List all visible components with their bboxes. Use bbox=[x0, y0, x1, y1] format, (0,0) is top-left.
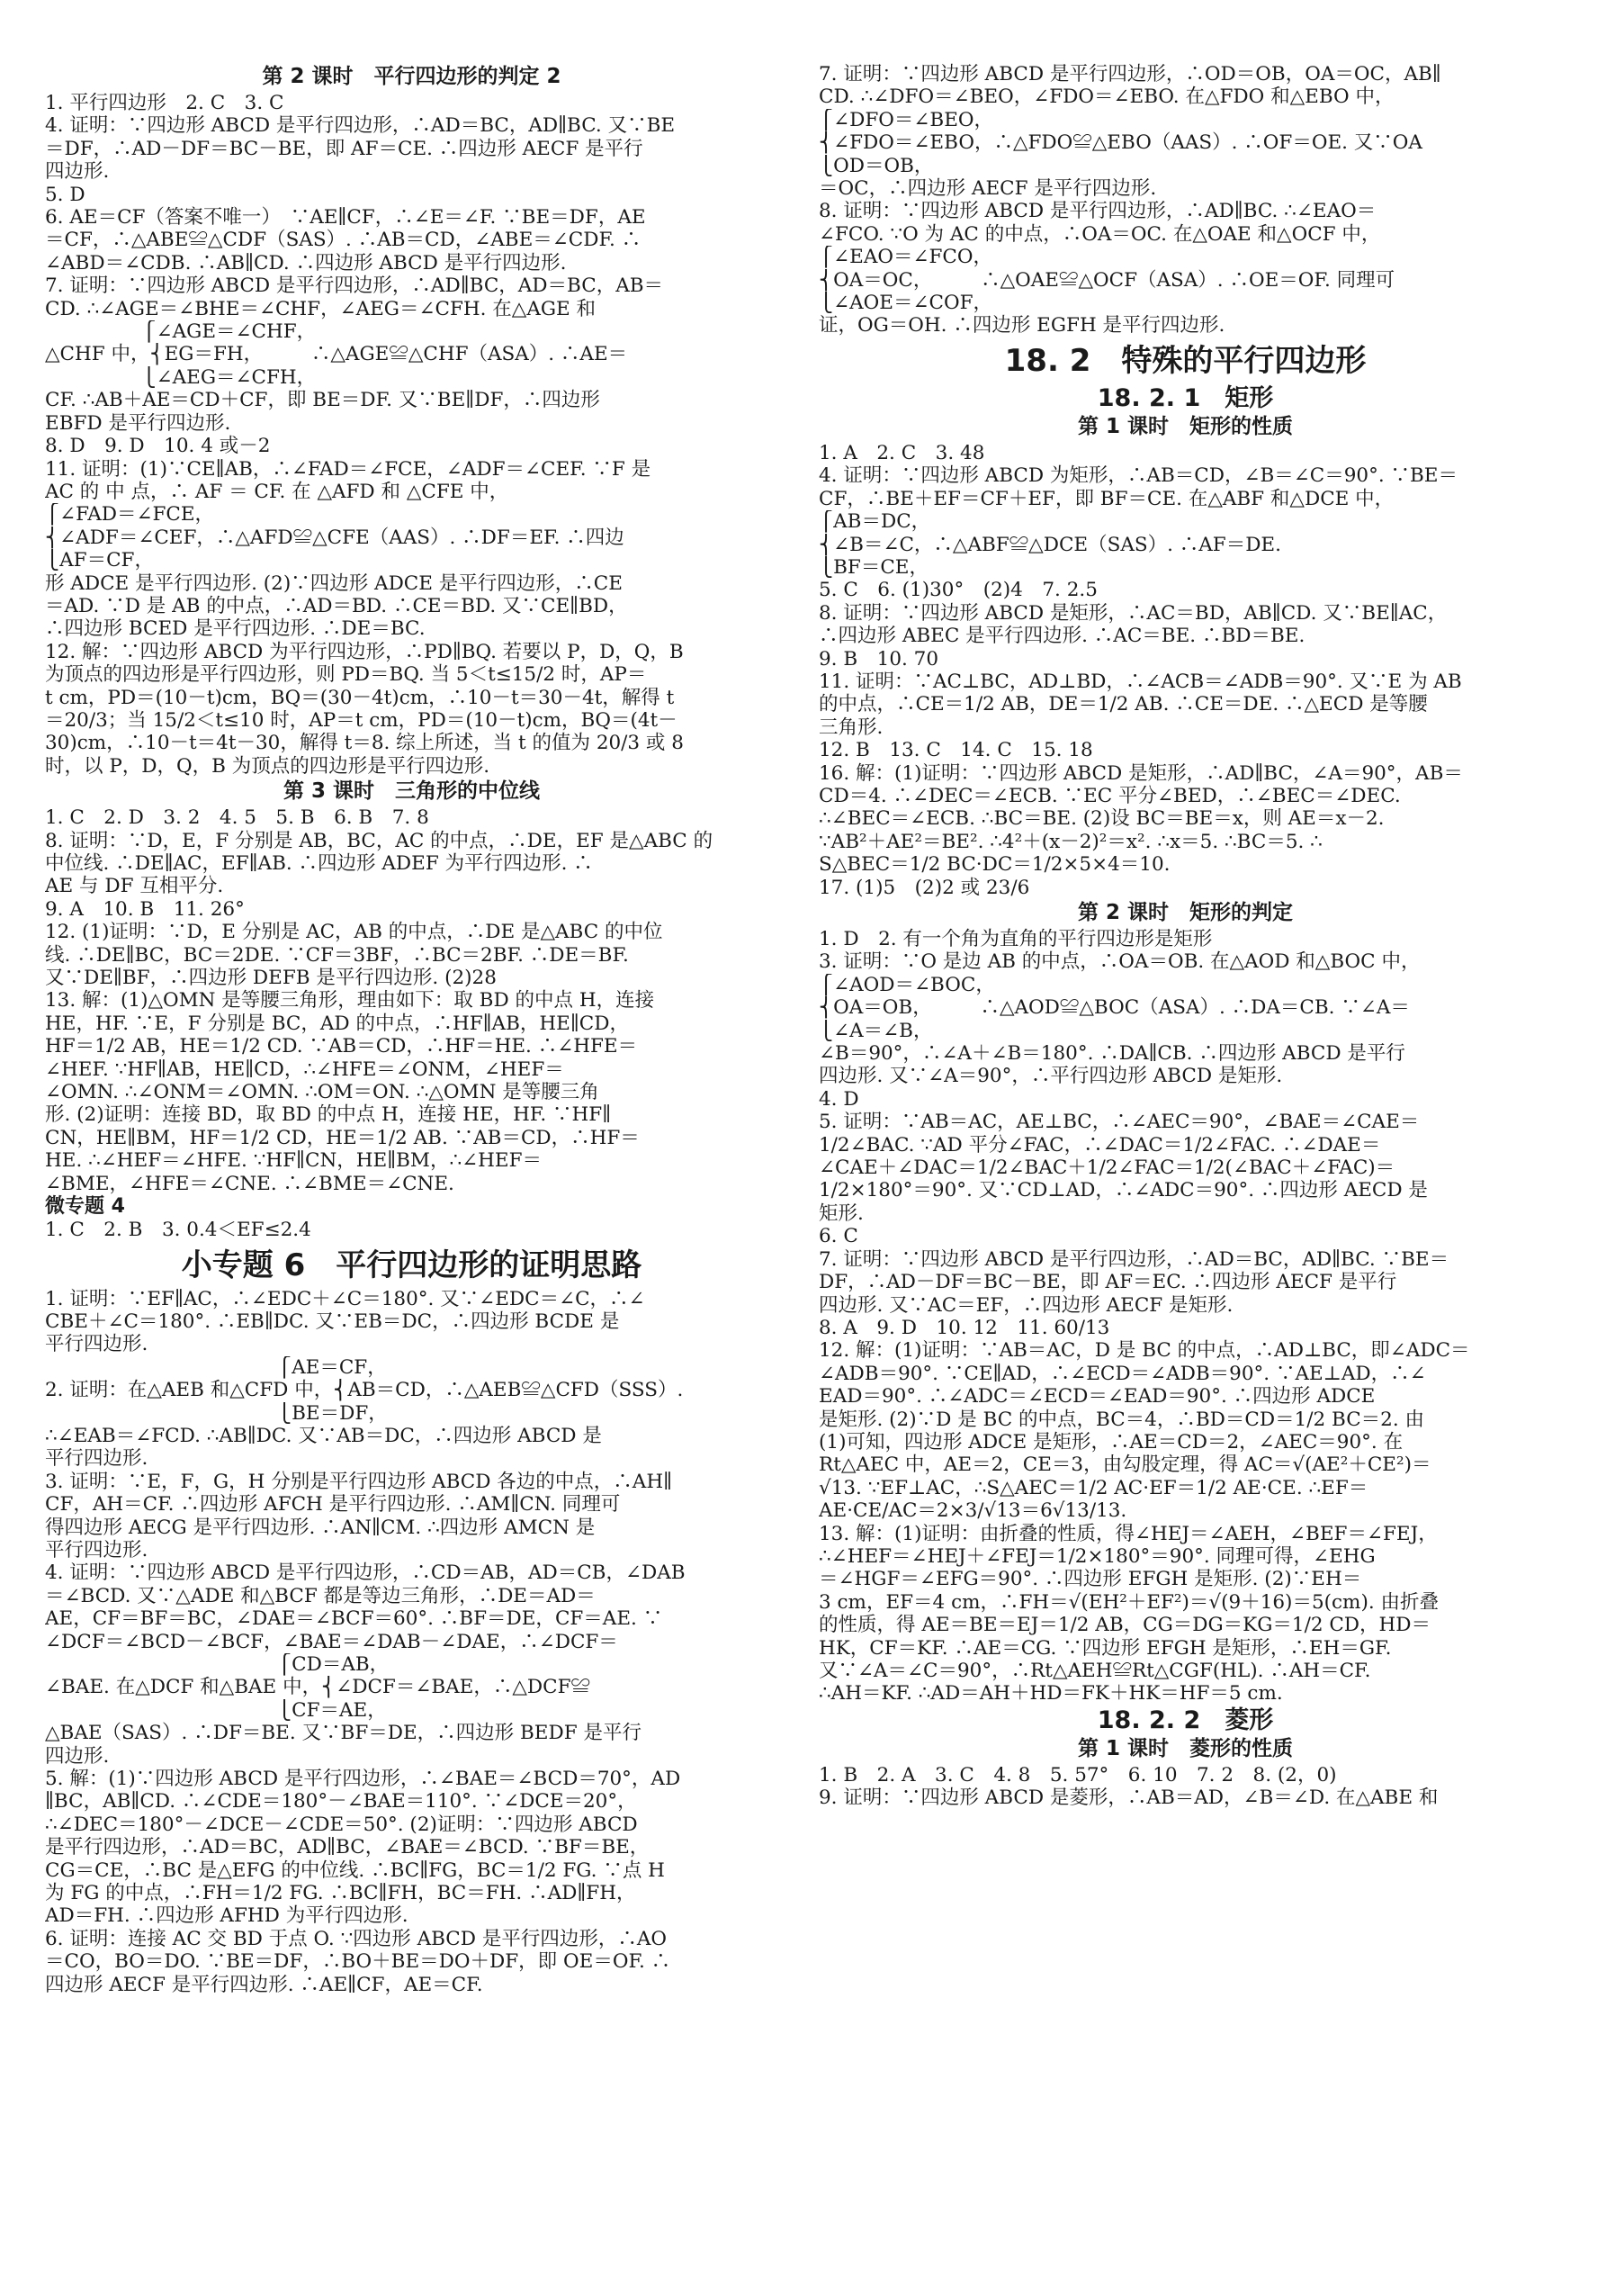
answer-line: ⎨∠FDO＝∠EBO，∴△FDO≌△EBO（AAS）. ∴OF＝OE. 又∵OA bbox=[819, 131, 1422, 155]
answer-line: 8. D 9. D 10. 4 或－2 bbox=[45, 435, 271, 458]
answer-line: CN，HE∥BM，HF＝1/2 CD，HE＝1/2 AB. ∵AB＝CD，∴HF＝ bbox=[45, 1126, 640, 1149]
answer-line: 3 cm，EF＝4 cm，∴FH＝√(EH²＋EF²)＝√(9＋16)＝5(cm). 由折叠 bbox=[819, 1590, 1439, 1614]
answer-line: AE，CF＝BF＝BC，∠DAE＝∠BCF＝60°. ∴BF＝DE，CF＝AE. ∵ bbox=[45, 1607, 663, 1631]
answer-line: 11. 证明：∵AC⊥BC，AD⊥BD，∴∠ACB＝∠ADB＝90°. 又∵E 为 AB bbox=[819, 670, 1462, 693]
answer-line: 1. B 2. A 3. C 4. 8 5. 57° 6. 10 7. 2 8. (2，0) bbox=[819, 1763, 1337, 1786]
answer-line: 平行四边形. bbox=[45, 1538, 148, 1562]
answer-line: CF，∴BE＋EF＝CF＋EF，即 BF＝CE. 在△ABF 和△DCE 中， bbox=[819, 487, 1395, 510]
answer-line: AE 与 DF 互相平分. bbox=[45, 875, 224, 898]
answer-line: ∵AB²＋AE²＝BE². ∴4²＋(x－2)²＝x². ∴x＝5. ∴BC＝5. ∴ bbox=[819, 830, 1323, 853]
answer-line: ∠ABD＝∠CDB. ∴AB∥CD. ∴四边形 ABCD 是平行四边形. bbox=[45, 251, 567, 274]
section-heading: 第 3 课时 三角形的中位线 bbox=[283, 779, 541, 804]
answer-line: 证，OG＝OH. ∴四边形 EGFH 是平行四边形. bbox=[819, 314, 1225, 338]
answer-line: ＝OC，∴四边形 AECF 是平行四边形. bbox=[819, 177, 1157, 201]
answer-line: 7. 证明：∵四边形 ABCD 是平行四边形，∴OD＝OB，OA＝OC，AB∥ bbox=[819, 63, 1441, 86]
answer-line: ∠B＝90°，∴∠A＋∠B＝180°. ∴DA∥CB. ∴四边形 ABCD 是平行 bbox=[819, 1042, 1405, 1066]
answer-line: 1. C 2. D 3. 2 4. 5 5. B 6. B 7. 8 bbox=[45, 806, 429, 830]
answer-line: 9. 证明：∵四边形 ABCD 是菱形，∴AB＝AD，∠B＝∠D. 在△ABE 和 bbox=[819, 1786, 1439, 1810]
answer-line: 8. A 9. D 10. 12 11. 60/13 bbox=[819, 1316, 1110, 1339]
answer-line: ⎧AE＝CF， bbox=[45, 1355, 387, 1379]
answer-line: (1)可知，四边形 ADCE 是矩形，∴AE＝CD＝2，∠AEC＝90°. 在 bbox=[819, 1430, 1404, 1454]
answer-line: AD＝FH. ∴四边形 AFHD 为平行四边形. bbox=[45, 1904, 408, 1928]
answer-line: 5. C 6. (1)30° (2)4 7. 2.5 bbox=[819, 579, 1098, 602]
answer-line: ∴四边形 BCED 是平行四边形. ∴DE＝BC. bbox=[45, 617, 426, 641]
answer-line: ⎩CF＝AE， bbox=[45, 1698, 387, 1722]
answer-line: 12. 解：(1)证明：∵AB＝AC，D 是 BC 的中点，∴AD⊥BC，即∠ADC＝ bbox=[819, 1339, 1470, 1363]
minor-heading: 微专题 4 bbox=[45, 1195, 125, 1219]
answer-line: 1. 平行四边形 2. C 3. C bbox=[45, 92, 284, 114]
answer-line: 8. 证明：∵四边形 ABCD 是平行四边形，∴AD∥BC. ∴∠EAO＝ bbox=[819, 200, 1377, 223]
answer-line: 5. 证明：∵AB＝AC，AE⊥BC，∴∠AEC＝90°，∠BAE＝∠CAE＝ bbox=[819, 1111, 1420, 1134]
section-heading: 第 2 课时 平行四边形的判定 2 bbox=[262, 65, 561, 88]
answer-line: ＝CF，∴△ABE≌△CDF（SAS）. ∴AB＝CD，∠ABE＝∠CDF. ∴ bbox=[45, 229, 642, 252]
answer-line: 四边形 AECF 是平行四边形. ∴AE∥CF，AE＝CF. bbox=[45, 1973, 483, 1996]
answer-line: DF，∴AD－DF＝BC－BE，即 AF＝EC. ∴四边形 AECF 是平行 bbox=[819, 1271, 1397, 1294]
answer-line: ⎩OD＝OB， bbox=[819, 154, 934, 177]
answer-line: ∠DCF＝∠BCD－∠BCF，∠BAE＝∠DAB－∠DAE，∴∠DCF＝ bbox=[45, 1630, 618, 1653]
section-heading: 第 2 课时 矩形的判定 bbox=[1077, 901, 1294, 924]
answer-line: ⎧∠EAO＝∠FCO， bbox=[819, 246, 992, 269]
answer-line: CF，AH＝CF. ∴四边形 AFCH 是平行四边形. ∴AM∥CN. 同理可 bbox=[45, 1493, 621, 1516]
answer-line: ∴∠DEC＝180°－∠DCE－∠CDE＝50°. (2)证明：∵四边形 ABCD bbox=[45, 1813, 638, 1836]
answer-line: ∠BAE. 在△DCF 和△BAE 中，⎨∠DCF＝∠BAE，∴△DCF≌ bbox=[45, 1676, 590, 1699]
answer-line: ∠ADB＝90°. ∵CE∥AD，∴∠ECD＝∠ADB＝90°. ∵AE⊥AD，∴∠ bbox=[819, 1362, 1426, 1385]
answer-line: AE·CE/AC＝2×3/√13＝6√13/13. bbox=[819, 1499, 1127, 1523]
answer-line: 3. 证明：∵O 是边 AB 的中点，∴OA＝OB. 在△AOD 和△BOC 中， bbox=[819, 950, 1421, 974]
answer-line: 3. 证明：∵E，F，G，H 分别是平行四边形 ABCD 各边的中点，∴AH∥ bbox=[45, 1470, 673, 1493]
answer-line: 时，以 P，D，Q，B 为顶点的四边形是平行四边形. bbox=[45, 754, 490, 778]
answer-line: ＝DF，∴AD－DF＝BC－BE，即 AF＝CE. ∴四边形 AECF 是平行 bbox=[45, 137, 643, 160]
answer-line: 4. 证明：∵四边形 ABCD 是平行四边形，∴CD＝AB，AD＝CB，∠DAB bbox=[45, 1562, 686, 1585]
answer-line: 7. 证明：∵四边形 ABCD 是平行四边形，∴AD∥BC，AD＝BC，AB＝ bbox=[45, 274, 664, 298]
subsection-heading: 18. 2. 1 矩形 bbox=[1097, 383, 1274, 412]
answer-line: 13. 解：(1)证明：由折叠的性质，得∠HEJ＝∠AEH，∠BEF＝∠FEJ， bbox=[819, 1522, 1438, 1545]
answer-line: ⎨OA＝OC， ∴△OAE≌△OCF（ASA）. ∴OE＝OF. 同理可 bbox=[819, 268, 1395, 292]
answer-line: ＝CO，BO＝DO. ∵BE＝DF，∴BO＋BE＝DO＋DF，即 OE＝OF. ∴ bbox=[45, 1950, 671, 1974]
answer-line: 1/2∠BAC. ∵AD 平分∠FAC，∴∠DAC＝1/2∠FAC. ∴∠DAE＝ bbox=[819, 1133, 1381, 1156]
answer-line: ⎧∠AOD＝∠BOC， bbox=[819, 973, 995, 996]
answer-line: 12. (1)证明：∵D，E 分别是 AC，AB 的中点，∴DE 是△ABC 的中位 bbox=[45, 921, 663, 944]
answer-line: 4. D bbox=[819, 1087, 859, 1111]
answer-line: 8. 证明：∵四边形 ABCD 是矩形，∴AC＝BD，AB∥CD. 又∵BE∥AC， bbox=[819, 601, 1448, 625]
answer-line: 矩形. bbox=[819, 1202, 864, 1225]
answer-line: ∴∠EAB＝∠FCD. ∴AB∥DC. 又∵AB＝DC，∴四边形 ABCD 是 bbox=[45, 1424, 602, 1447]
answer-line: 6. C bbox=[819, 1225, 858, 1248]
answer-line: 13. 解：(1)△OMN 是等腰三角形，理由如下：取 BD 的中点 H，连接 bbox=[45, 989, 655, 1012]
answer-line: ⎧∠FAD＝∠FCE， bbox=[45, 503, 215, 526]
answer-line: ⎩∠AEG＝∠CFH， bbox=[45, 365, 317, 389]
answer-line: EBFD 是平行四边形. bbox=[45, 411, 231, 435]
answer-line: 形. (2)证明：连接 BD，取 BD 的中点 H，连接 HE，HF. ∵HF∥ bbox=[45, 1103, 612, 1127]
answer-line: CD. ∴∠DFO＝∠BEO，∠FDO＝∠EBO. 在△FDO 和△EBO 中， bbox=[819, 86, 1395, 109]
answer-line: ⎧AB＝DC， bbox=[819, 510, 931, 534]
answer-line: 5. 解：(1)∵四边形 ABCD 是平行四边形，∴∠BAE＝∠BCD＝70°，AD bbox=[45, 1768, 681, 1791]
answer-line: 4. 证明：∵四边形 ABCD 为矩形，∴AB＝CD，∠B＝∠C＝90°. ∵BE＝ bbox=[819, 464, 1458, 488]
answer-line: 又∵∠A＝∠C＝90°，∴Rt△AEH≌Rt△CGF(HL). ∴AH＝CF. bbox=[819, 1660, 1371, 1682]
answer-line: ⎩BE＝DF， bbox=[45, 1401, 388, 1425]
answer-line: ∴∠BEC＝∠ECB. ∴BC＝BE. (2)设 BC＝BE＝x，则 AE＝x－2. bbox=[819, 807, 1385, 831]
answer-line: ∠CAE＋∠DAC＝1/2∠BAC＋1/2∠FAC＝1/2(∠BAC＋∠FAC)＝ bbox=[819, 1156, 1395, 1180]
answer-line: 1. 证明：∵EF∥AC，∴∠EDC＋∠C＝180°. 又∵∠EDC＝∠C，∴∠ bbox=[45, 1287, 645, 1310]
answer-line: 又∵DE∥BF，∴四边形 DEFB 是平行四边形. (2)28 bbox=[45, 967, 497, 990]
topic-heading: 18. 2 特殊的平行四边形 bbox=[1004, 342, 1367, 379]
answer-line: ⎧∠DFO＝∠BEO， bbox=[819, 108, 994, 131]
answer-line: ⎩AF＝CF， bbox=[45, 549, 154, 572]
left-column bbox=[45, 63, 778, 1996]
topic-heading: 小专题 6 平行四边形的证明思路 bbox=[181, 1246, 642, 1283]
answer-line: ∠HEF. ∵HF∥AB，HE∥CD，∴∠HFE＝∠ONM，∠HEF＝ bbox=[45, 1058, 564, 1081]
answer-line: HF＝1/2 AB，HE＝1/2 CD. ∵AB＝CD，∴HF＝HE. ∴∠HFE＝ bbox=[45, 1035, 638, 1058]
answer-line: ∠BME，∠HFE＝∠CNE. ∴∠BME＝∠CNE. bbox=[45, 1172, 454, 1195]
answer-line: 2. 证明：在△AEB 和△CFD 中，⎨AB＝CD，∴△AEB≌△CFD（SSS）. bbox=[45, 1379, 684, 1402]
answer-line: ＝AD. ∵D 是 AB 的中点，∴AD＝BD. ∴CE＝BD. 又∵CE∥BD， bbox=[45, 594, 628, 617]
answer-line: 的性质，得 AE＝BE＝EJ＝1/2 AB，CG＝DG＝KG＝1/2 CD，HD＝ bbox=[819, 1614, 1431, 1637]
answer-line: 1. D 2. 有一个角为直角的平行四边形是矩形 bbox=[819, 928, 1213, 950]
answer-line: ∴AH＝KF. ∴AD＝AH＋HD＝FK＋HK＝HF＝5 cm. bbox=[819, 1682, 1283, 1706]
answer-line: HK，CF＝KF. ∴AE＝CG. ∵四边形 EFGH 是矩形，∴EH＝GF. bbox=[819, 1636, 1392, 1660]
subsection-heading: 18. 2. 2 菱形 bbox=[1097, 1706, 1274, 1734]
answer-line: 是平行四边形，∴AD＝BC，AD∥BC，∠BAE＝∠BCD. ∵BF＝BE， bbox=[45, 1836, 650, 1859]
answer-line: 四边形. 又∵∠A＝90°，∴平行四边形 ABCD 是矩形. bbox=[819, 1065, 1283, 1088]
answer-line: 1. A 2. C 3. 48 bbox=[819, 441, 985, 464]
answer-line: 的中点，∴CE＝1/2 AB，DE＝1/2 AB. ∴CE＝DE. ∴△ECD 是等腰 bbox=[819, 693, 1428, 716]
answer-line: ⎧CD＝AB， bbox=[45, 1653, 390, 1676]
answer-line: √13. ∵EF⊥AC，∴S△AEC＝1/2 AC·EF＝1/2 AE·CE. ∴EF＝ bbox=[819, 1476, 1368, 1499]
answer-line: 四边形. bbox=[45, 1744, 110, 1768]
answer-line: HE，HF. ∵E，F 分别是 BC，AD 的中点，∴HF∥AB，HE∥CD， bbox=[45, 1012, 629, 1035]
answer-line: 四边形. bbox=[45, 160, 110, 184]
answer-line: △BAE（SAS）. ∴DF＝BE. 又∵BF＝DE，∴四边形 BEDF 是平行 bbox=[45, 1722, 642, 1745]
answer-line: ⎩∠AOE＝∠COF， bbox=[819, 292, 992, 315]
answer-line: ⎨OA＝OB， ∴△AOD≌△BOC（ASA）. ∴DA＝CB. ∵∠A＝ bbox=[819, 996, 1410, 1020]
answer-line: 为顶点的四边形是平行四边形，则 PD＝BQ. 当 5＜t≤15/2 时，AP＝ bbox=[45, 663, 647, 687]
answer-line: 为 FG 的中点，∴FH＝1/2 FG. ∴BC∥FH，BC＝FH. ∴AD∥FH， bbox=[45, 1882, 636, 1905]
answer-line: 8. 证明：∵D，E，F 分别是 AB，BC，AC 的中点，∴DE，EF 是△ABC 的 bbox=[45, 829, 713, 852]
answer-line: 四边形. 又∵AC＝EF，∴四边形 AECF 是矩形. bbox=[819, 1293, 1234, 1317]
answer-line: 平行四边形. bbox=[45, 1333, 148, 1356]
answer-line: 1. C 2. B 3. 0.4＜EF≤2.4 bbox=[45, 1219, 311, 1242]
answer-line: 12. 解：∵四边形 ABCD 为平行四边形，∴PD∥BQ. 若要以 P，D，Q，B bbox=[45, 640, 684, 663]
answer-line: t cm，PD＝(10－t)cm，BQ＝(30－4t)cm，∴10－t＝30－4t，解得 t bbox=[45, 686, 675, 709]
answer-line: ∥BC，AB∥CD. ∴∠CDE＝180°－∠BAE＝110°. ∵∠DCE＝20°， bbox=[45, 1790, 637, 1814]
answer-line: 是矩形. (2)∵D 是 BC 的中点，BC＝4，∴BD＝CD＝1/2 BC＝2. 由 bbox=[819, 1408, 1425, 1431]
answer-line: ∠FCO. ∵O 为 AC 的中点，∴OA＝OC. 在△OAE 和△OCF 中， bbox=[819, 222, 1381, 246]
answer-line: 6. AE＝CF（答案不唯一） ∵AE∥CF，∴∠E＝∠F. ∵BE＝DF，AE bbox=[45, 206, 646, 230]
answer-line: ⎩∠A＝∠B， bbox=[819, 1019, 933, 1042]
answer-line: 1/2×180°＝90°. 又∵CD⊥AD，∴∠ADC＝90°. ∴四边形 AECD 是 bbox=[819, 1179, 1428, 1202]
answer-line: 11. 证明：(1)∵CE∥AB，∴∠FAD＝∠FCE，∠ADF＝∠CEF. ∵F 是 bbox=[45, 457, 651, 481]
section-heading: 第 1 课时 矩形的性质 bbox=[1077, 414, 1294, 438]
answer-line: 得四边形 AECG 是平行四边形. ∴AN∥CM. ∴四边形 AMCN 是 bbox=[45, 1516, 596, 1539]
answer-line: S△BEC＝1/2 BC·DC＝1/2×5×4＝10. bbox=[819, 853, 1171, 877]
answer-line: ∴四边形 ABEC 是平行四边形. ∴AC＝BE. ∴BD＝BE. bbox=[819, 625, 1305, 648]
answer-line: HE. ∴∠HEF＝∠HFE. ∵HF∥CN，HE∥BM，∴∠HEF＝ bbox=[45, 1149, 542, 1173]
answer-line: 线. ∴DE∥BC，BC＝2DE. ∵CF＝3BF，∴BC＝2BF. ∴DE＝BF. bbox=[45, 943, 629, 967]
answer-line: CD＝4. ∴∠DEC＝∠ECB. ∵EC 平分∠BED，∴∠BEC＝∠DEC. bbox=[819, 784, 1401, 807]
answer-line: ⎧∠AGE＝∠CHF， bbox=[45, 320, 317, 344]
answer-line: 平行四边形. bbox=[45, 1447, 148, 1471]
answer-line: Rt△AEC 中，AE＝2，CE＝3，由勾股定理，得 AC＝√(AE²＋CE²)＝ bbox=[819, 1454, 1431, 1477]
answer-line: 三角形. bbox=[819, 716, 884, 739]
answer-line: 16. 解：(1)证明：∵四边形 ABCD 是矩形，∴AD∥BC，∠A＝90°，AB＝ bbox=[819, 761, 1463, 785]
answer-line: CD. ∴∠AGE＝∠BHE＝∠CHF，∠AEG＝∠CFH. 在△AGE 和 bbox=[45, 297, 597, 320]
answer-line: 形 ADCE 是平行四边形. (2)∵四边形 ADCE 是平行四边形，∴CE bbox=[45, 572, 623, 595]
right-column bbox=[819, 63, 1552, 1810]
answer-line: 12. B 13. C 14. C 15. 18 bbox=[819, 739, 1093, 762]
answer-line: ＝∠BCD. 又∵△ADE 和△BCF 都是等边三角形，∴DE＝AD＝ bbox=[45, 1584, 596, 1607]
answer-line: ⎨∠B＝∠C，∴△ABF≌△DCE（SAS）. ∴AF＝DE. bbox=[819, 533, 1281, 556]
answer-line: ∠OMN. ∴∠ONM＝∠OMN. ∴OM＝ON. ∴△OMN 是等腰三角 bbox=[45, 1081, 599, 1104]
answer-line: 4. 证明：∵四边形 ABCD 是平行四边形，∴AD＝BC，AD∥BC. 又∵BE bbox=[45, 114, 676, 138]
answer-line: EAD＝90°. ∴∠ADC＝∠ECD＝∠EAD＝90°. ∴四边形 ADCE bbox=[819, 1385, 1376, 1408]
answer-line: ∴∠HEF＝∠HEJ＋∠FEJ＝1/2×180°＝90°. 同理可得，∠EHG bbox=[819, 1544, 1376, 1568]
answer-line: 9. A 10. B 11. 26° bbox=[45, 897, 245, 921]
section-heading: 第 1 课时 菱形的性质 bbox=[1077, 1736, 1294, 1760]
answer-line: CF. ∴AB＋AE＝CD＋CF，即 BE＝DF. 又∵BE∥DF，∴四边形 bbox=[45, 389, 600, 412]
answer-line: △CHF 中，⎨EG＝FH， ∴△AGE≌△CHF（ASA）. ∴AE＝ bbox=[45, 343, 628, 366]
answer-line: ＝∠HGF＝∠EFG＝90°. ∴四边形 EFGH 是矩形. (2)∵EH＝ bbox=[819, 1568, 1362, 1591]
answer-line: 中位线. ∴DE∥AC，EF∥AB. ∴四边形 ADEF 为平行四边形. ∴ bbox=[45, 852, 593, 875]
answer-line: ＝20/3；当 15/2＜t≤10 时，AP＝t cm，PD＝(10－t)cm，BQ＝(4t－ bbox=[45, 708, 677, 732]
answer-line: ⎩BF＝CE， bbox=[819, 555, 929, 579]
answer-line: CG＝CE，∴BC 是△EFG 的中位线. ∴BC∥FG，BC＝1/2 FG. ∵点 H bbox=[45, 1858, 665, 1882]
answer-line: 7. 证明：∵四边形 ABCD 是平行四边形，∴AD＝BC，AD∥BC. ∵BE＝ bbox=[819, 1247, 1449, 1271]
answer-line: AC 的 中 点，∴ AF ＝ CF. 在 △AFD 和 △CFE 中， bbox=[45, 480, 509, 503]
answer-line: 5. D bbox=[45, 183, 85, 206]
answer-line: CBE＋∠C＝180°. ∴EB∥DC. 又∵EB＝DC，∴四边形 BCDE 是 bbox=[45, 1310, 620, 1333]
answer-line: 17. (1)5 (2)2 或 23/6 bbox=[819, 876, 1030, 899]
answer-line: 6. 证明：连接 AC 交 BD 于点 O. ∵四边形 ABCD 是平行四边形，∴AO bbox=[45, 1927, 667, 1950]
answer-line: 30)cm，∴10－t＝4t－30，解得 t＝8. 综上所述，当 t 的值为 20/3 或 8 bbox=[45, 732, 684, 755]
answer-line: ⎨∠ADF＝∠CEF，∴△AFD≌△CFE（AAS）. ∴DF＝EF. ∴四边 bbox=[45, 526, 624, 549]
answer-line: 9. B 10. 70 bbox=[819, 647, 939, 670]
